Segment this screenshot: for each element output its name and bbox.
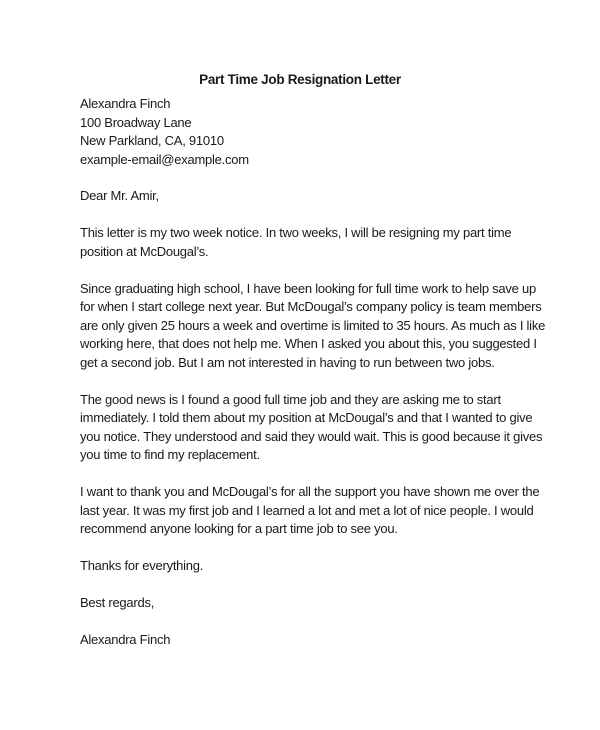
closing: Best regards, bbox=[80, 595, 155, 610]
paragraph-reason: Since graduating high school, I have been looking for full time work to help save up for when I start college next year. But McDougal’s company policy is team members are only given 25 hours a week and overtime is limited to 35 hours. As much as I like working here, that does not help me. When I asked you about this, you suggested I get a second job. But I am not interested in having to run between two jobs. bbox=[80, 280, 546, 370]
sender-city: New Parkland, CA, 91010 bbox=[80, 133, 224, 148]
salutation: Dear Mr. Amir, bbox=[80, 188, 159, 203]
paragraph-notice: This letter is my two week notice. In two weeks, I will be resigning my part time position at McDougal’s. bbox=[80, 225, 512, 259]
thanks-line: Thanks for everything. bbox=[80, 558, 204, 573]
letter-body bbox=[80, 95, 550, 650]
sender-street: 100 Broadway Lane bbox=[80, 114, 192, 130]
letter-title: Part Time Job Resignation Letter bbox=[199, 72, 401, 87]
paragraph-thanks: I want to thank you and McDougal’s for all the support you have shown me over the last year. It was my first job and I learned a lot and met a lot of nice people. I would recommend anyone looking for a part time job to see you. bbox=[80, 484, 540, 536]
signature: Alexandra Finch bbox=[80, 632, 171, 647]
sender-name: Alexandra Finch bbox=[80, 96, 171, 111]
paragraph-new-job: The good news is I found a good full time job and they are asking me to start immediately. I told them about my position at McDougal’s and that I wanted to give you notice. They understood and said they would wait. This is good because it gives you time to find my replacement. bbox=[80, 391, 543, 462]
sender-email: example-email@example.com bbox=[80, 151, 249, 167]
